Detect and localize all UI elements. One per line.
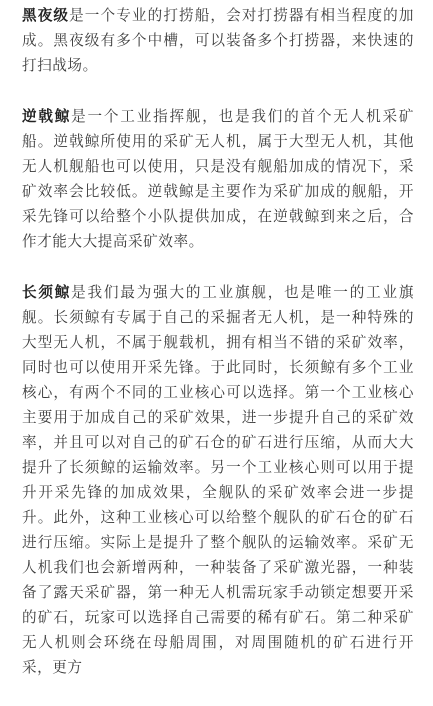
paragraph-text: 是我们最为强大的工业旗舰，也是唯一的工业旗舰。长须鲸有专属于自己的采掘者无人机，是一种特殊的大型无人机，不属于舰载机，拥有相当不错的采矿效率，同时也可以使用开采先锋。于此同时，长须鲸有多个工业核心，有两个不同的工业核心可以选择。第一个工业核心主要用于加成自己的采矿效果，进一步提升自己的采矿效率，并且可以对自己的矿石仓的矿石进行压缩，从而大大提升了长须鲸的运输效率。另一个工业核心则可以用于提升开采先锋的加成效果，全舰队的采矿效率会进一步提升。此外，这种工业核心可以给整个舰队的矿石仓的矿石进行压缩。实际上是提升了整个舰队的运输效率。采矿无人机我们也会新增两种，一种装备了采矿激光器，一种装备了露天采矿器，第一种无人机需玩家手动锁定想要开采的矿石，玩家可以选择自己需要的稀有矿石。第二种采矿无人机则会环绕在母船周围，对周围随机的矿石进行开采，更方 [22,284,414,676]
paragraph-rorqual [22,280,414,680]
paragraph-text: 是一个专业的打捞船，会对打捞器有相当程度的加成。黑夜级有多个中槽，可以装备多个打捞器，来快速的打扫战场。 [22,7,414,74]
ship-name-orca: 逆戟鲸 [22,108,72,125]
paragraph-orca [22,104,414,254]
paragraph-text: 是一个工业指挥舰，也是我们的首个无人机采矿船。逆戟鲸所使用的采矿无人机，属于大型无人机，其他无人机舰船也可以使用，只是没有舰船加成的情况下，采矿效率会比较低。逆戟鲸是主要作为采矿加成的舰船，开采先锋可以给整个小队提供加成，在逆戟鲸到来之后，合作才能大大提高采矿效率。 [22,108,414,250]
paragraph-nightfall [22,3,414,78]
ship-name-rorqual: 长须鲸 [22,284,72,301]
article-body [22,3,414,706]
ship-name-nightfall: 黑夜级 [22,7,70,24]
